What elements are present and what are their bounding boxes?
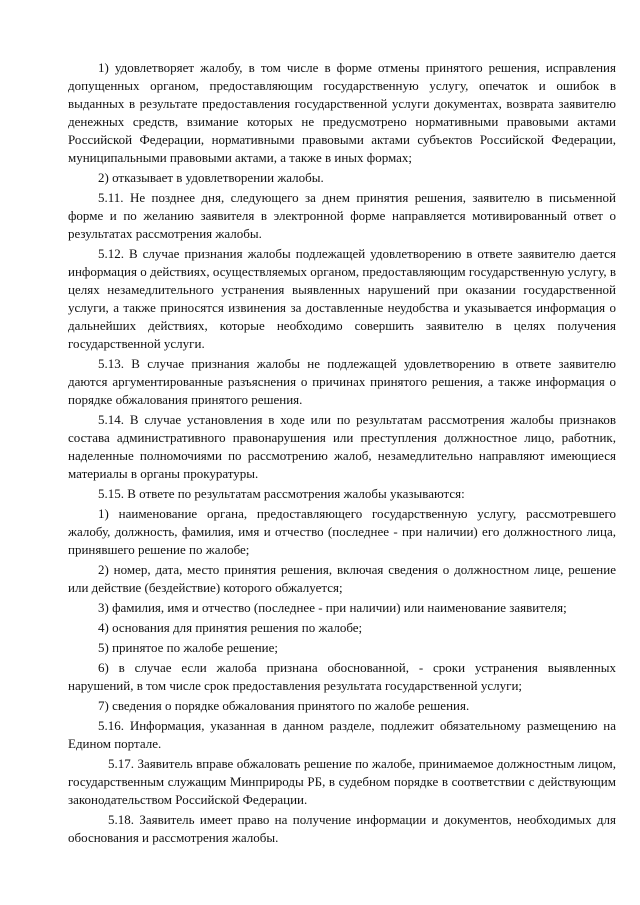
paragraph-5-13: 5.13. В случае признания жалобы не подлежащей удовлетворению в ответе заявителю даются аргументированные разъяснения о причинах принятого решения, а также информация о порядке обжалования принятого решения.	[68, 356, 616, 407]
list-item-7: 7) сведения о порядке обжалования принятого по жалобе решения.	[98, 698, 470, 713]
paragraph-5-14: 5.14. В случае установления в ходе или по результатам рассмотрения жалобы признаков состава административного правонарушения или преступления должностное лицо, работник, наделенные полномочиями по рассмотрению жалоб, незамедлительно направляют имеющиеся материалы в органы прокуратуры.	[68, 412, 616, 481]
paragraph-5-11: 5.11. Не позднее дня, следующего за днем принятия решения, заявителю в письменной форме и по желанию заявителя в электронной форме направляется мотивированный ответ о результатах рассмотрения жалобы.	[68, 190, 616, 241]
list-item-6: 6) в случае если жалоба признана обоснованной, - сроки устранения выявленных нарушений, в том числе срок предоставления результата государственной услуги;	[68, 660, 616, 693]
paragraph-5-17: 5.17. Заявитель вправе обжаловать решение по жалобе, принимаемое должностным лицом, государственным служащим Минприроды РБ, в судебном порядке в соответствии с действующим законодательством Российской Федерации.	[68, 756, 616, 807]
list-item-5: 5) принятое по жалобе решение;	[98, 640, 278, 655]
list-item-1: 1) наименование органа, предоставляющего государственную услугу, рассмотревшего жалобу, должность, фамилия, имя и отчество (последнее - при наличии) его должностного лица, принявшего решение по жалобе;	[68, 506, 616, 557]
document-page	[68, 59, 616, 849]
paragraph-5-15: 5.15. В ответе по результатам рассмотрения жалобы указываются:	[98, 486, 465, 501]
paragraph-2-refuses-complaint: 2) отказывает в удовлетворении жалобы.	[98, 170, 324, 185]
list-item-4: 4) основания для принятия решения по жалобе;	[98, 620, 363, 635]
paragraph-5-12: 5.12. В случае признания жалобы подлежащей удовлетворению в ответе заявителю дается информация о действиях, осуществляемых органом, предоставляющим государственную услугу, в целях незамедлительного устранения выявленных нарушений при оказании государственной услуги, а также приносятся извинения за доставленные неудобства и указывается информация о дальнейших действиях, которые необходимо совершить заявителю в целях получения государственной услуги.	[68, 246, 616, 351]
paragraph-5-16: 5.16. Информация, указанная в данном разделе, подлежит обязательному размещению на Едином портале.	[68, 718, 616, 751]
paragraph-1-satisfies-complaint: 1) удовлетворяет жалобу, в том числе в форме отмены принятого решения, исправления допущенных органом, предоставляющим государственную услугу, опечаток и ошибок в выданных в результате предоставления государственной услуги документах, возврата заявителю денежных средств, взимание которых не предусмотрено нормативными правовыми актами Российской Федерации, нормативными правовыми актами субъектов Российской Федерации, муниципальными правовыми актами, а также в иных формах;	[68, 60, 616, 165]
list-item-3: 3) фамилия, имя и отчество (последнее - при наличии) или наименование заявителя;	[98, 600, 567, 615]
list-item-2: 2) номер, дата, место принятия решения, включая сведения о должностном лице, решение или действие (бездействие) которого обжалуется;	[68, 562, 616, 595]
paragraph-5-18: 5.18. Заявитель имеет право на получение информации и документов, необходимых для обоснования и рассмотрения жалобы.	[68, 812, 616, 845]
